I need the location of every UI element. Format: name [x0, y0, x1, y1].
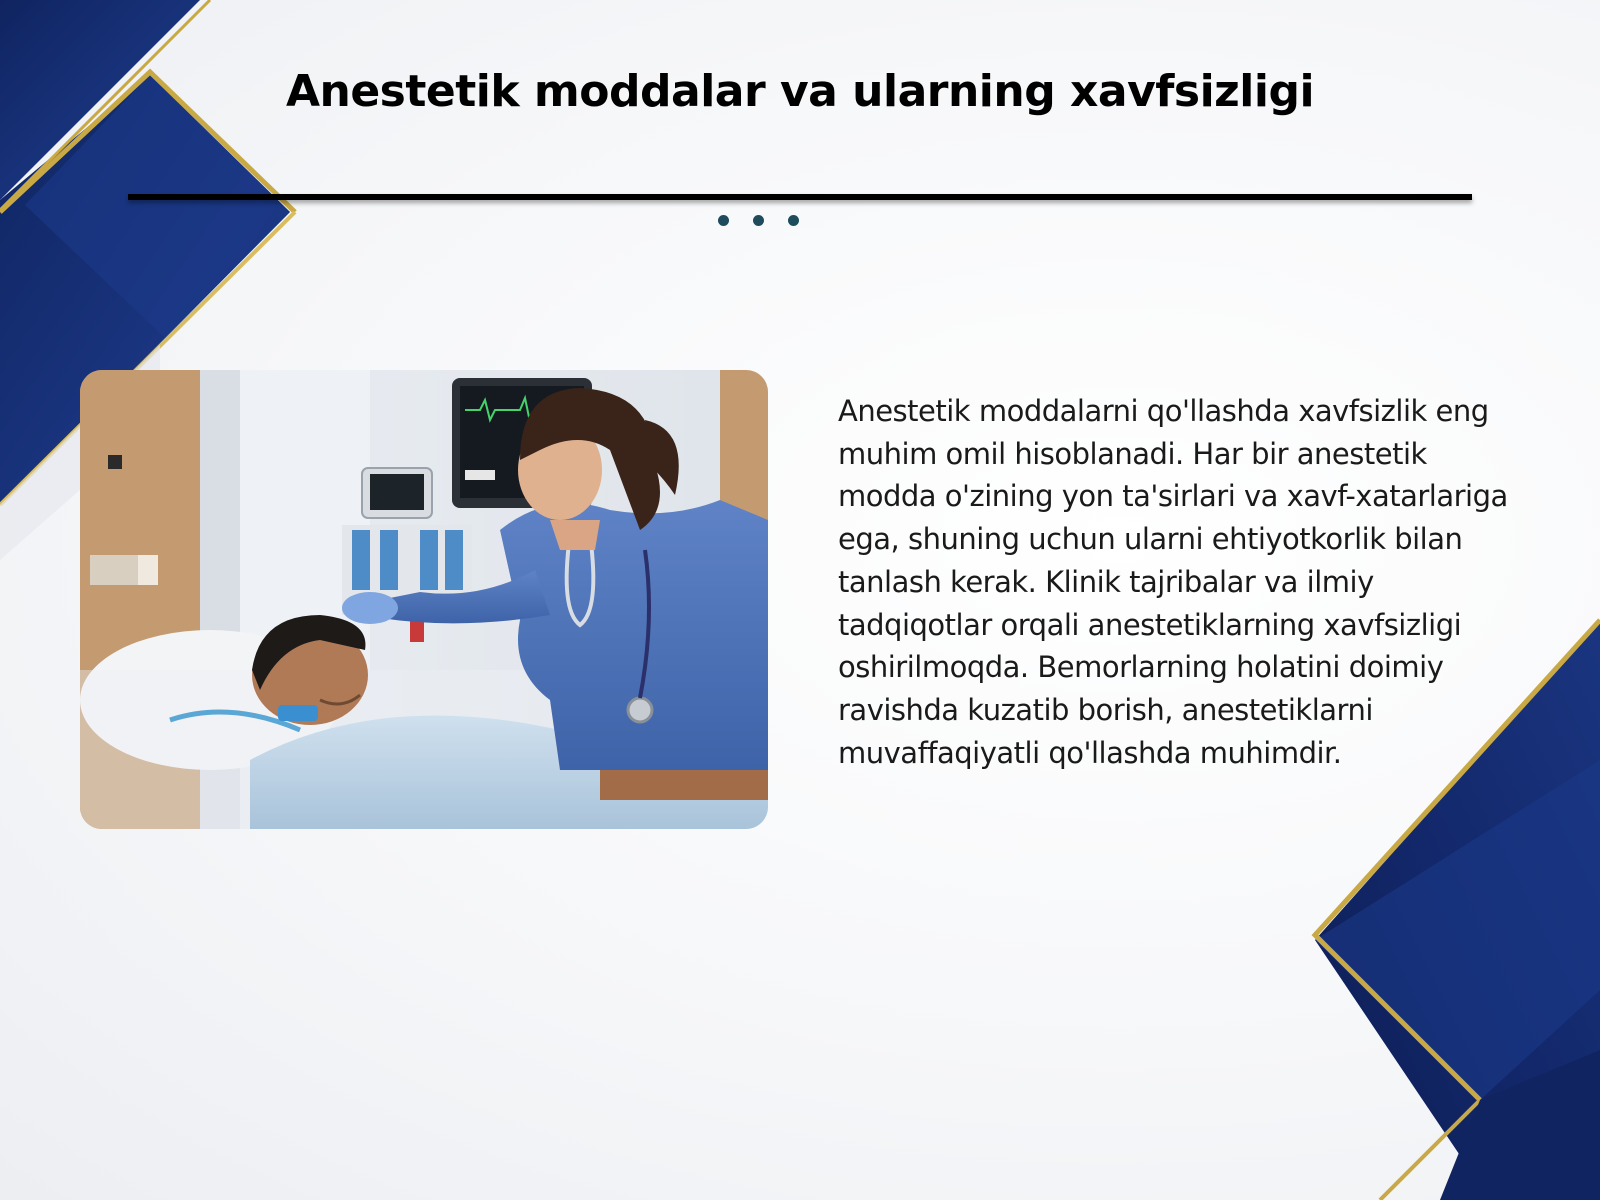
slide-title: Anestetik moddalar va ularning xavfsizligi — [285, 66, 1315, 117]
dot-2 — [753, 215, 764, 226]
divider-dots — [718, 215, 808, 229]
body-paragraph: Anestetik moddalarni qo'llashda xavfsizlik eng muhim omil hisoblanadi. Har bir anestetik modda o'zining yon ta'sirlari va xavf-xatarlariga ega, shuning uchun ularni ehtiyotkorlik bilan tanlash kerak. Klinik tajribalar va ilmiy tadqiqotlar orqali anestetiklarning xavfsizligi oshirilmoqda. Bemorlarning holatini doimiy ravishda kuzatib borish, anestetiklarni muvaffaqiyatli qo'llashda muhimdir. — [838, 394, 1508, 770]
hospital-photo — [80, 370, 768, 829]
title-divider — [128, 194, 1472, 200]
dot-3 — [788, 215, 799, 226]
dot-1 — [718, 215, 729, 226]
